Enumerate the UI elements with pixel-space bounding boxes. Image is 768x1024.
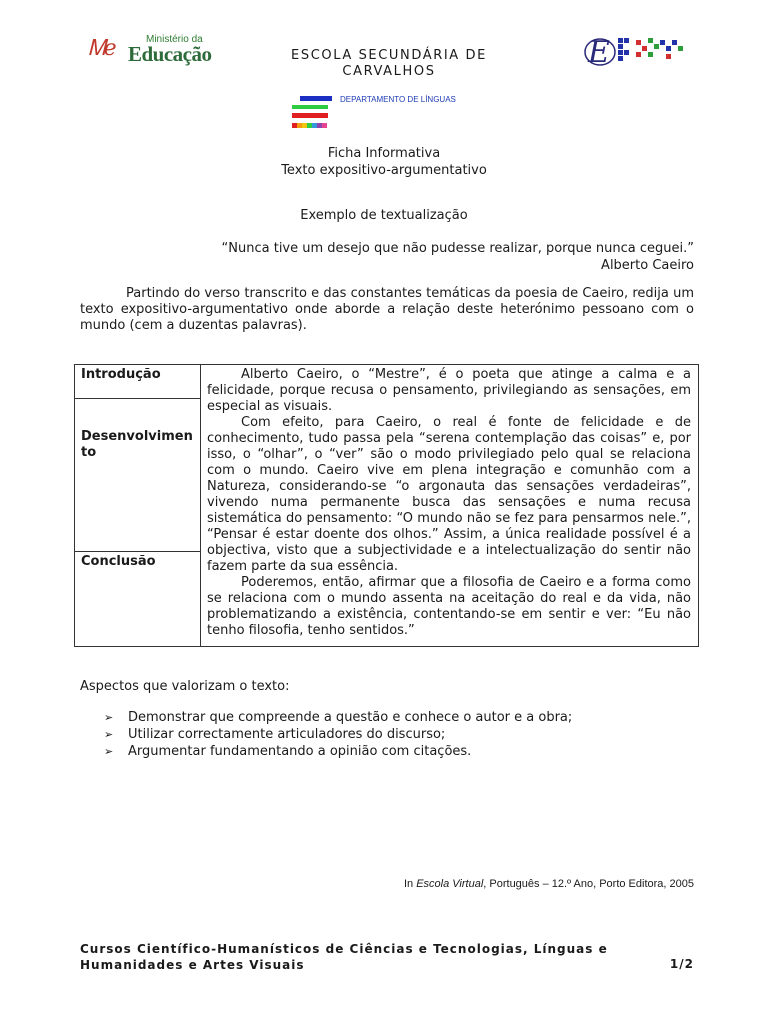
aspects-heading: Aspectos que valorizam o texto: [80,679,290,694]
school-name-line1: ESCOLA SECUNDÁRIA DE [291,48,487,63]
aspects-list [104,709,572,760]
section-title: Exemplo de textualização [300,208,468,223]
ministry-big-text: Educação [128,42,212,66]
table-row-divider [75,398,200,399]
structure-table [74,364,699,647]
page-number: 1/2 [669,957,694,971]
source-prefix: In [403,878,417,890]
development-paragraph: Com efeito, para Caeiro, o real é fonte de felicidade e de conhecimento, tudo passa pela “serena contemplação das coisas” e, por isso, o “olhar”, o “ver” são o modo privilegiado pelo qual se relaciona com o mundo. Caeiro vive em plena integração e comunhão com a Natureza, considerando-se “o argonauta das sensações verdadeiras”, vivendo numa permanente busca das sensações e numa recusa sistemática do pensamento: “O mundo não se fez para pensarmos nele.”, “Pensar é estar doente dos olhos.” Assim, a única realidade possível é a objectiva, visto que a subjectividade e a intelectualização do sentir não fazem parte da sua essência. [207,415,691,574]
conclusion-paragraph: Poderemos, então, afirmar que a filosofia de Caeiro e a forma como se relaciona com o mundo assenta na aceitação do real e da vida, não problematizando a existência, contentando-se em sentir e ver: “Eu não tenho filosofia, tenho sentidos.” [207,575,691,638]
table-body-text [207,367,691,639]
me-mark-icon: Ꮇe [88,36,115,61]
department-label: DEPARTAMENTO DE LÍNGUAS [340,95,456,104]
quote-text: “Nunca tive um desejo que não pudesse realizar, porque nunca ceguei.” [221,241,694,256]
instruction-paragraph: Partindo do verso transcrito e das constantes temáticas da poesia de Caeiro, redija um texto expositivo-argumentativo onde aborde a relação deste heterónimo pessoano com o mundo (cem a duzentas palavras). [80,286,694,333]
svg-text:E: E [588,35,610,70]
source-work: Escola Virtual [416,878,484,890]
list-item [104,743,572,760]
arrowhead-bullet-icon: ➢ [104,728,114,741]
table-column-divider [200,365,201,646]
arrowhead-bullet-icon: ➢ [104,745,114,758]
ministry-small-text: Ministério da [146,34,203,45]
label-desenvolvimento: Desenvolvimento [81,429,193,460]
school-name-line2: CARVALHOS [342,64,436,79]
doc-subtitle: Texto expositivo-argumentativo [281,163,487,178]
list-item-text: Argumentar fundamentando a opinião com citações. [128,744,472,759]
ministry-logo [88,34,228,66]
label-conclusao: Conclusão [81,554,156,569]
footer-courses: Cursos Científico-Humanísticos de Ciências e Tecnologias, Línguas e Humanidades e Artes Visuais [80,942,608,972]
quote-block [222,240,694,274]
list-item-text: Demonstrar que compreende a questão e conhece o autor e a obra; [128,710,573,725]
quote-author: Alberto Caeiro [601,258,694,273]
doc-title: Ficha Informativa [327,146,441,161]
department-stripes-icon [292,96,332,132]
school-logo-icon [582,32,690,70]
source-details: , Português – 12.º Ano, Porto Editora, 2005 [483,878,694,890]
list-item-text: Utilizar correctamente articuladores do discurso; [128,727,446,742]
intro-paragraph: Alberto Caeiro, o “Mestre”, é o poeta que atinge a calma e a felicidade, porque recusa o pensamento, privilegiando as sensações, em especial as visuais. [207,367,691,414]
label-introducao: Introdução [81,367,161,382]
school-name [230,48,548,80]
arrowhead-bullet-icon: ➢ [104,711,114,724]
list-item [104,726,572,743]
source-citation [404,878,694,890]
list-item [104,709,572,726]
table-row-divider [75,551,200,552]
